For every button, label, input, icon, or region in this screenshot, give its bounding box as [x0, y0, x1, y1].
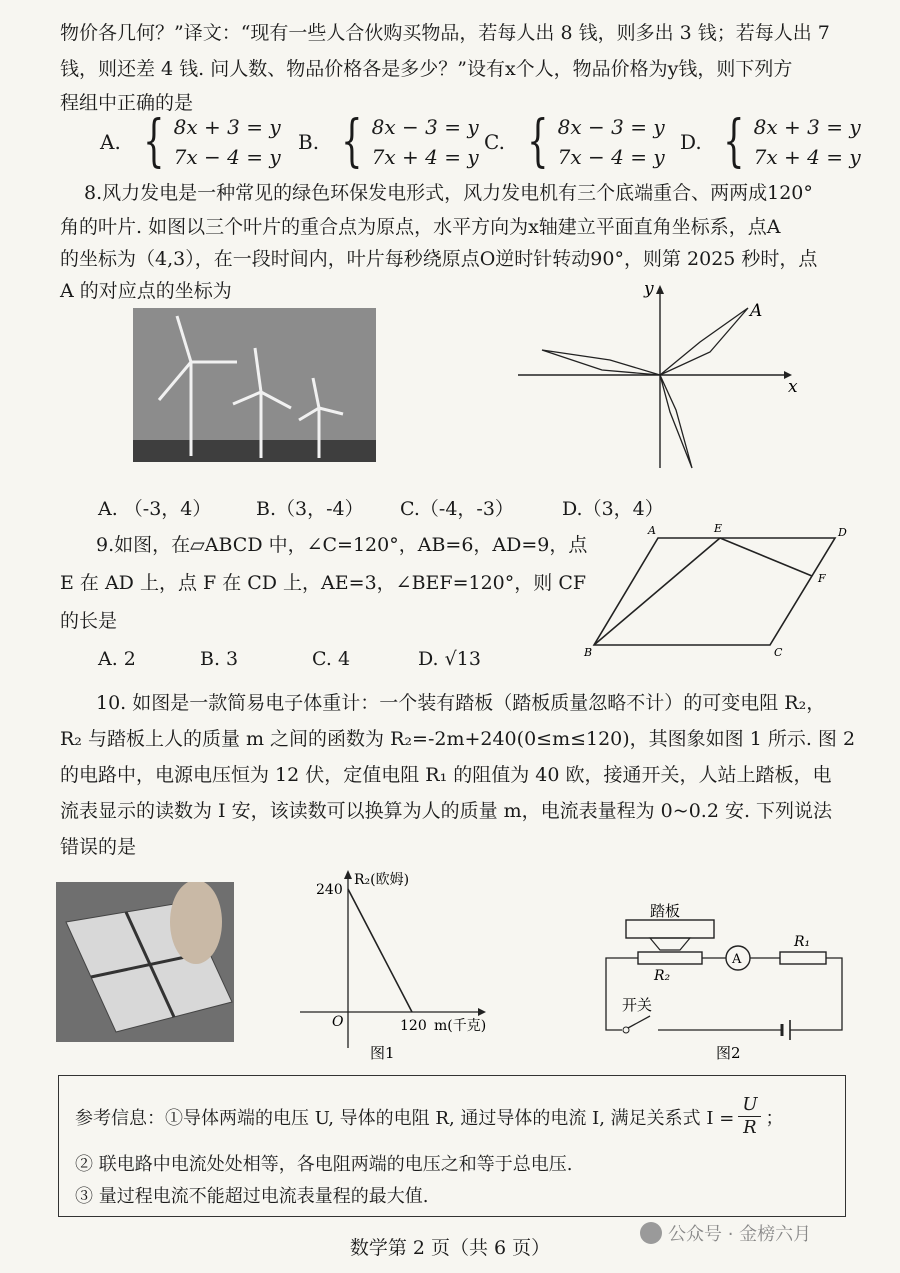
scale-photo: [56, 882, 234, 1042]
wire-right: [790, 958, 842, 1030]
fig1-y-label: R₂(欧姆): [354, 872, 410, 888]
fig1-x-label: m(千克): [434, 1018, 487, 1034]
fig1-graph: [292, 862, 512, 1062]
wind-turbine-drawing: [133, 308, 376, 462]
reference-box: [58, 1075, 846, 1217]
p10-line1: 10. 如图是一款简易电子体重计：一个装有踏板（踏板质量忽略不计）的可变电阻 R₂，: [96, 692, 826, 714]
x-axis-label: x: [788, 377, 798, 397]
p8-line4: A 的对应点的坐标为: [60, 280, 232, 302]
p7-option-a: [100, 109, 281, 174]
equation: 7x + 4 = y: [753, 145, 861, 169]
y-axis-label: y: [644, 280, 654, 299]
page-footer: 数学第 2 页（共 6 页）: [349, 1237, 551, 1259]
parallelogram-abcd: [594, 538, 835, 645]
reference-line3: ③ 量过程电流不能超过电流表量程的最大值.: [75, 1186, 429, 1207]
fig1-y-arrow: [344, 870, 352, 879]
p9-option-d: D. √13: [418, 648, 481, 670]
brace: {: [341, 109, 363, 174]
parallelogram-figure: [580, 520, 860, 660]
turbine-coordinate-figure: [510, 280, 810, 475]
p10-line2: R₂ 与踏板上人的质量 m 之间的函数为 R₂=-2m+240(0≤m≤120)，其图象如图 1 所示. 图 2: [60, 728, 856, 750]
p8-option-d: D.（3，4）: [562, 498, 664, 520]
p9-line1: 9.如图，在▱ABCD 中，∠C=120°，AB=6，AD=9，点: [96, 534, 588, 556]
r1-label: R₁: [794, 934, 811, 950]
r2-label: R₂: [654, 968, 671, 984]
equation: 7x − 4 = y: [173, 145, 281, 169]
p8-option-a: A. （-3，4）: [98, 498, 212, 520]
p8-line1: 8.风力发电是一种常见的绿色环保发电形式，风力发电机有三个底端重合、两两成120°: [84, 182, 813, 204]
switch-lever: [628, 1016, 650, 1028]
label-c: C: [774, 646, 783, 659]
p10-line5: 错误的是: [60, 836, 137, 858]
pedal: [626, 920, 714, 938]
fraction-denominator: R: [743, 1117, 757, 1138]
label-d: D: [838, 526, 847, 539]
resistor-r2: [638, 952, 702, 964]
point-a-label: A: [750, 301, 763, 321]
brace: {: [527, 109, 549, 174]
fig1-line: [348, 889, 412, 1012]
label-e: E: [714, 522, 723, 535]
reference-text: 参考信息：①导体两端的电压 U, 导体的电阻 R, 通过导体的电流 I, 满足关系式 I =: [75, 1107, 735, 1129]
p10-line4: 流表显示的读数为 I 安，该读数可以换算为人的质量 m，电流表量程为 0~0.2 安. 下列说法: [60, 800, 833, 822]
wire-left: [606, 958, 638, 1030]
p10-line3: 的电路中，电源电压恒为 12 伏，定值电阻 R₁ 的阻值为 40 欧，接通开关，人站上踏板，电: [60, 764, 832, 786]
fig1-x-tick: 120: [400, 1018, 427, 1034]
p8-line3: 的坐标为（4,3），在一段时间内，叶片每秒绕原点O逆时针转动90°，则第 2025 秒时，点: [60, 248, 818, 270]
wind-turbine-photo: [133, 308, 376, 462]
equation: 8x + 3 = y: [753, 115, 861, 139]
ammeter-label: A: [732, 952, 742, 967]
blade-a: [660, 308, 748, 375]
p9-option-a: A. 2: [98, 648, 136, 670]
equation: 8x − 3 = y: [371, 115, 479, 139]
p8-option-c: C.（-4，-3）: [400, 498, 514, 520]
p9-line2: E 在 AD 上，点 F 在 CD 上，AE=3，∠BEF=120°，则 CF: [60, 572, 587, 594]
p7-option-c: [484, 109, 665, 174]
segment-be: [594, 538, 720, 645]
fig1-x-arrow: [478, 1008, 486, 1016]
p9-option-b: B. 3: [200, 648, 239, 670]
switch-label: 开关: [622, 996, 653, 1014]
p7-option-d: [680, 109, 861, 174]
pedal-label: 踏板: [650, 902, 681, 920]
reference-text-end: ；: [765, 1107, 784, 1129]
brace: {: [723, 109, 745, 174]
option-label: C.: [484, 130, 505, 154]
p8-option-b: B.（3，-4）: [256, 498, 364, 520]
blade-down: [660, 375, 692, 468]
reference-line1: [75, 1094, 783, 1139]
p7-line3: 程组中正确的是: [60, 92, 194, 114]
reference-line2: ② 联电路中电流处处相等，各电阻两端的电压之和等于总电压.: [75, 1154, 573, 1175]
p7-line1: 物价各几何？”译文：“现有一些人合伙购买物品，若每人出 8 钱，则多出 3 钱；若每人出 7: [60, 22, 830, 44]
segment-ef: [720, 538, 812, 576]
y-arrow: [656, 285, 664, 294]
p9-option-c: C. 4: [312, 648, 351, 670]
fig1-origin: O: [332, 1014, 344, 1030]
watermark-text: 公众号 · 金榜六月: [668, 1224, 812, 1245]
equation: 7x − 4 = y: [557, 145, 665, 169]
option-label: B.: [298, 130, 320, 154]
option-label: A.: [100, 130, 121, 154]
label-a: A: [648, 524, 656, 537]
resistor-r1: [780, 952, 826, 964]
p7-option-b: [298, 109, 479, 174]
fig1-y-tick: 240: [316, 882, 343, 898]
label-b: B: [584, 646, 593, 659]
fig2-circuit: [598, 902, 858, 1062]
fraction: [738, 1094, 761, 1139]
fraction-numerator: U: [738, 1094, 761, 1117]
p9-line3: 的长是: [60, 610, 118, 632]
option-label: D.: [680, 130, 702, 154]
equation: 7x + 4 = y: [371, 145, 479, 169]
label-f: F: [818, 572, 826, 585]
scale-drawing: [56, 882, 234, 1042]
brace: {: [143, 109, 165, 174]
fig1-caption: 图1: [370, 1044, 395, 1062]
pedal-support: [650, 938, 690, 950]
blade-left: [542, 350, 660, 375]
p7-line2: 钱，则还差 4 钱. 问人数、物品价格各是多少？”设有x个人，物品价格为y钱，则下列方: [60, 58, 793, 80]
equation: 8x − 3 = y: [557, 115, 665, 139]
fig2-caption: 图2: [716, 1044, 741, 1062]
equation: 8x + 3 = y: [173, 115, 281, 139]
p8-line2: 角的叶片. 如图以三个叶片的重合点为原点，水平方向为x轴建立平面直角坐标系，点A: [60, 216, 781, 238]
